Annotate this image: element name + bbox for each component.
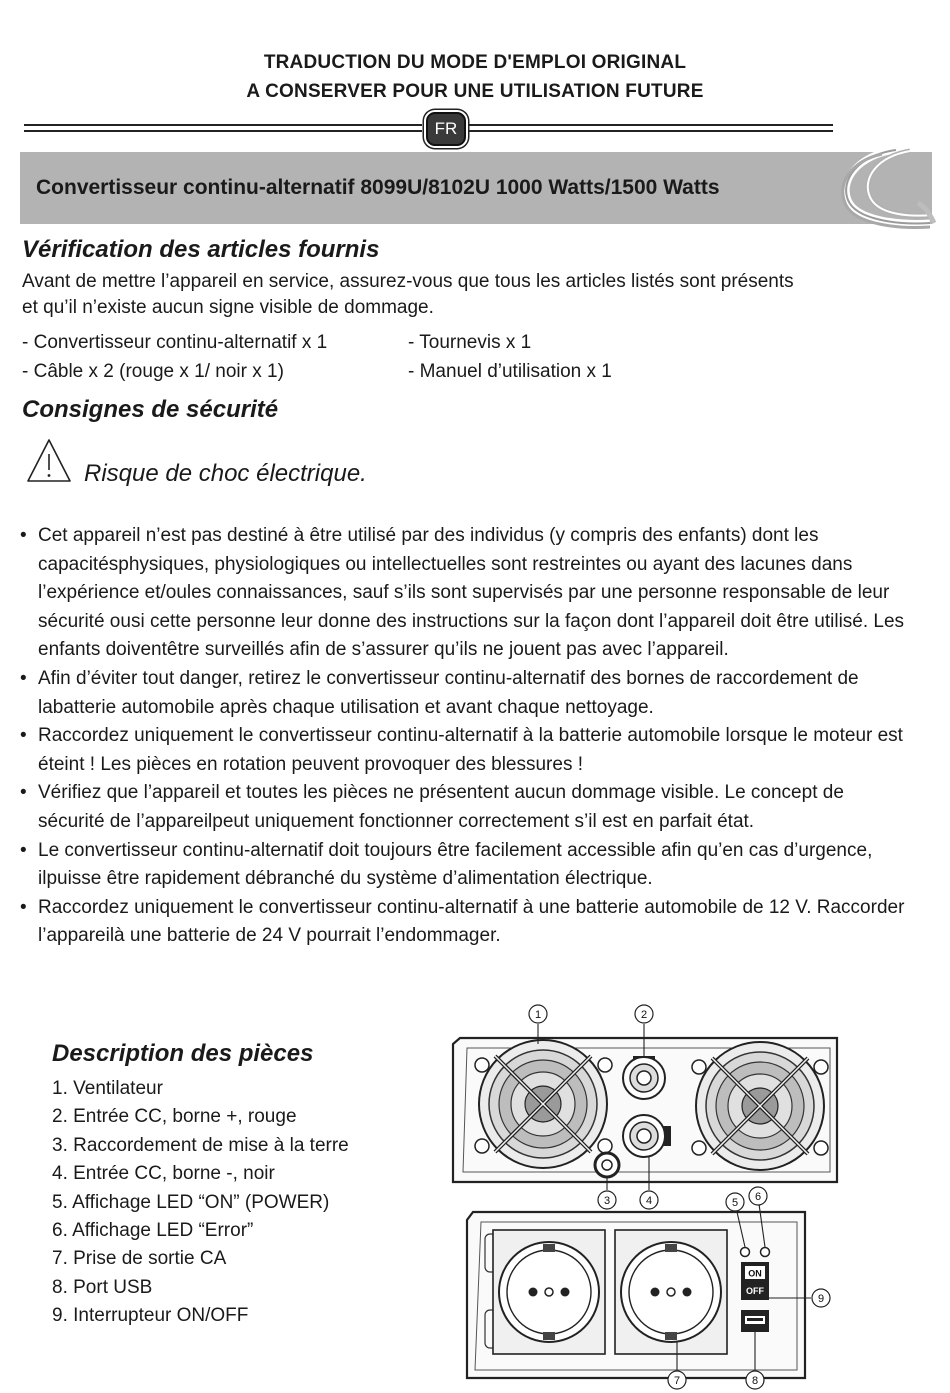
safety-bullet: • Raccordez uniquement le convertisseur continu-alternatif à une batterie automobile de 12 V. Raccorder l’appareilà une batterie de 24 V pourrait l’endommager. [20, 894, 910, 951]
supplied-item: - Câble x 2 (rouge x 1/ noir x 1) [22, 361, 284, 382]
part-item: 6. Affichage LED “Error” [52, 1220, 254, 1242]
callout-label: 1 [534, 1009, 542, 1021]
fan-icon [692, 1042, 828, 1170]
part-item: 4. Entrée CC, borne -, noir [52, 1163, 275, 1185]
parts-list [52, 1075, 349, 1331]
switch-on-label: ON [748, 1268, 762, 1279]
callout-4-icon [640, 1191, 658, 1209]
switch-off-label: OFF [746, 1286, 764, 1296]
part-item: 7. Prise de sortie CA [52, 1248, 227, 1270]
supplied-item: - Manuel d’utilisation x 1 [408, 361, 612, 382]
header-title-line-1: TRADUCTION DU MODE D'EMPLOI ORIGINAL [263, 52, 687, 73]
dc-positive-terminal-icon [623, 1056, 665, 1099]
safety-bullet-list [20, 522, 910, 951]
callout-label: 5 [731, 1197, 739, 1209]
part-item: 8. Port USB [52, 1276, 153, 1298]
part-item: 1. Ventilateur [52, 1078, 163, 1099]
callout-9-icon [812, 1289, 830, 1307]
part-item: 3. Raccordement de mise à la terre [52, 1134, 349, 1156]
part-item: 5. Affichage LED “ON” (POWER) [52, 1191, 330, 1213]
header-rule-right-bottom [467, 130, 833, 132]
callout-5-icon [726, 1193, 744, 1211]
usb-port-icon [741, 1310, 769, 1332]
callout-1-icon [529, 1005, 547, 1023]
safety-bullet: • Afin d’éviter tout danger, retirez le convertisseur continu-alternatif des bornes de raccordement de labatterie automobile après chaque utilisation et avant chaque nettoyage. [20, 665, 910, 722]
dc-panel [453, 1038, 837, 1182]
callout-2-icon [635, 1005, 653, 1023]
header-rule-left-bottom [24, 130, 422, 132]
callout-8-icon [746, 1371, 764, 1389]
verification-intro-line-2: et qu’il n’existe aucun signe visible de dommage. [22, 297, 434, 318]
callout-label: 7 [673, 1375, 681, 1387]
safety-bullet: • Cet appareil n’est pas destiné à être utilisé par des individus (y compris des enfants) dont les capacitésphysiques, physiologiques ou intellectuelles sont restreintes ou ayant des lacunes dans l’expérience et/oules connaissances, sauf s’ils sont supervisés par une personne responsable de leur sécurité ousi cette personne leur donne des instructions sur la façon dont l’appareil doit être utilisé. Les enfants doiventêtre surveillés afin de s’assurer qu’ils ne jouent pas avec l’appareil. [20, 522, 910, 665]
callout-label: 4 [645, 1195, 653, 1207]
parts-heading: Description des pièces [52, 1040, 314, 1067]
power-switch-icon [741, 1262, 769, 1300]
safety-bullet: • Raccordez uniquement le convertisseur continu-alternatif à la batterie automobile lorsque le moteur est éteint ! Les pièces en rotation peuvent provoquer des blessures ! [20, 722, 910, 779]
part-item: 2. Entrée CC, borne +, rouge [52, 1106, 297, 1128]
ac-panel [467, 1212, 805, 1378]
verification-intro-line-1: Avant de mettre l’appareil en service, assurez-vous que tous les articles listés sont présents [22, 271, 794, 292]
inverter-parts-diagram [445, 1000, 840, 1392]
warning-triangle-icon [26, 437, 72, 485]
callout-6-icon [749, 1187, 767, 1205]
safety-bullet: • Le convertisseur continu-alternatif doit toujours être facilement accessible afin qu’en cas d’urgence, ilpuisse être rapidement débranché du système d’alimentation électrique. [20, 837, 910, 894]
supplied-item: - Convertisseur continu-alternatif x 1 [22, 332, 328, 353]
supplied-item: - Tournevis x 1 [408, 332, 532, 353]
product-title: Convertisseur continu-alternatif 8099U/8102U 1000 Watts/1500 Watts [36, 176, 720, 199]
safety-bullet: • Vérifiez que l’appareil et toutes les pièces ne présentent aucun dommage visible. Le concept de sécurité de l’appareilpeut uniquement fonctionner correctement s’il est en parfait état. [20, 779, 910, 836]
callout-7-icon [668, 1371, 686, 1389]
callout-label: 6 [754, 1191, 762, 1203]
ac-outlet-icon [493, 1230, 605, 1354]
callout-label: 2 [640, 1009, 648, 1021]
header-rule-right-top [467, 124, 833, 126]
verification-heading: Vérification des articles fournis [22, 236, 380, 263]
electric-shock-warning: Risque de choc électrique. [84, 460, 367, 487]
callout-label: 8 [751, 1375, 759, 1387]
part-item: 9. Interrupteur ON/OFF [52, 1305, 249, 1327]
callout-label: 3 [603, 1195, 611, 1207]
title-banner [20, 152, 932, 224]
header-title-line-2: A CONSERVER POUR UNE UTILISATION FUTURE [246, 81, 704, 102]
language-badge: FR [426, 112, 466, 146]
header-rule-left-top [24, 124, 422, 126]
error-led-icon [761, 1248, 770, 1257]
swoosh-decoration-icon [818, 145, 938, 230]
safety-heading: Consignes de sécurité [22, 396, 279, 423]
ac-outlet-icon [615, 1230, 727, 1354]
callout-label: 9 [817, 1293, 825, 1305]
callout-3-icon [598, 1191, 616, 1209]
ground-connector-icon [595, 1153, 619, 1177]
power-led-icon [741, 1248, 750, 1257]
